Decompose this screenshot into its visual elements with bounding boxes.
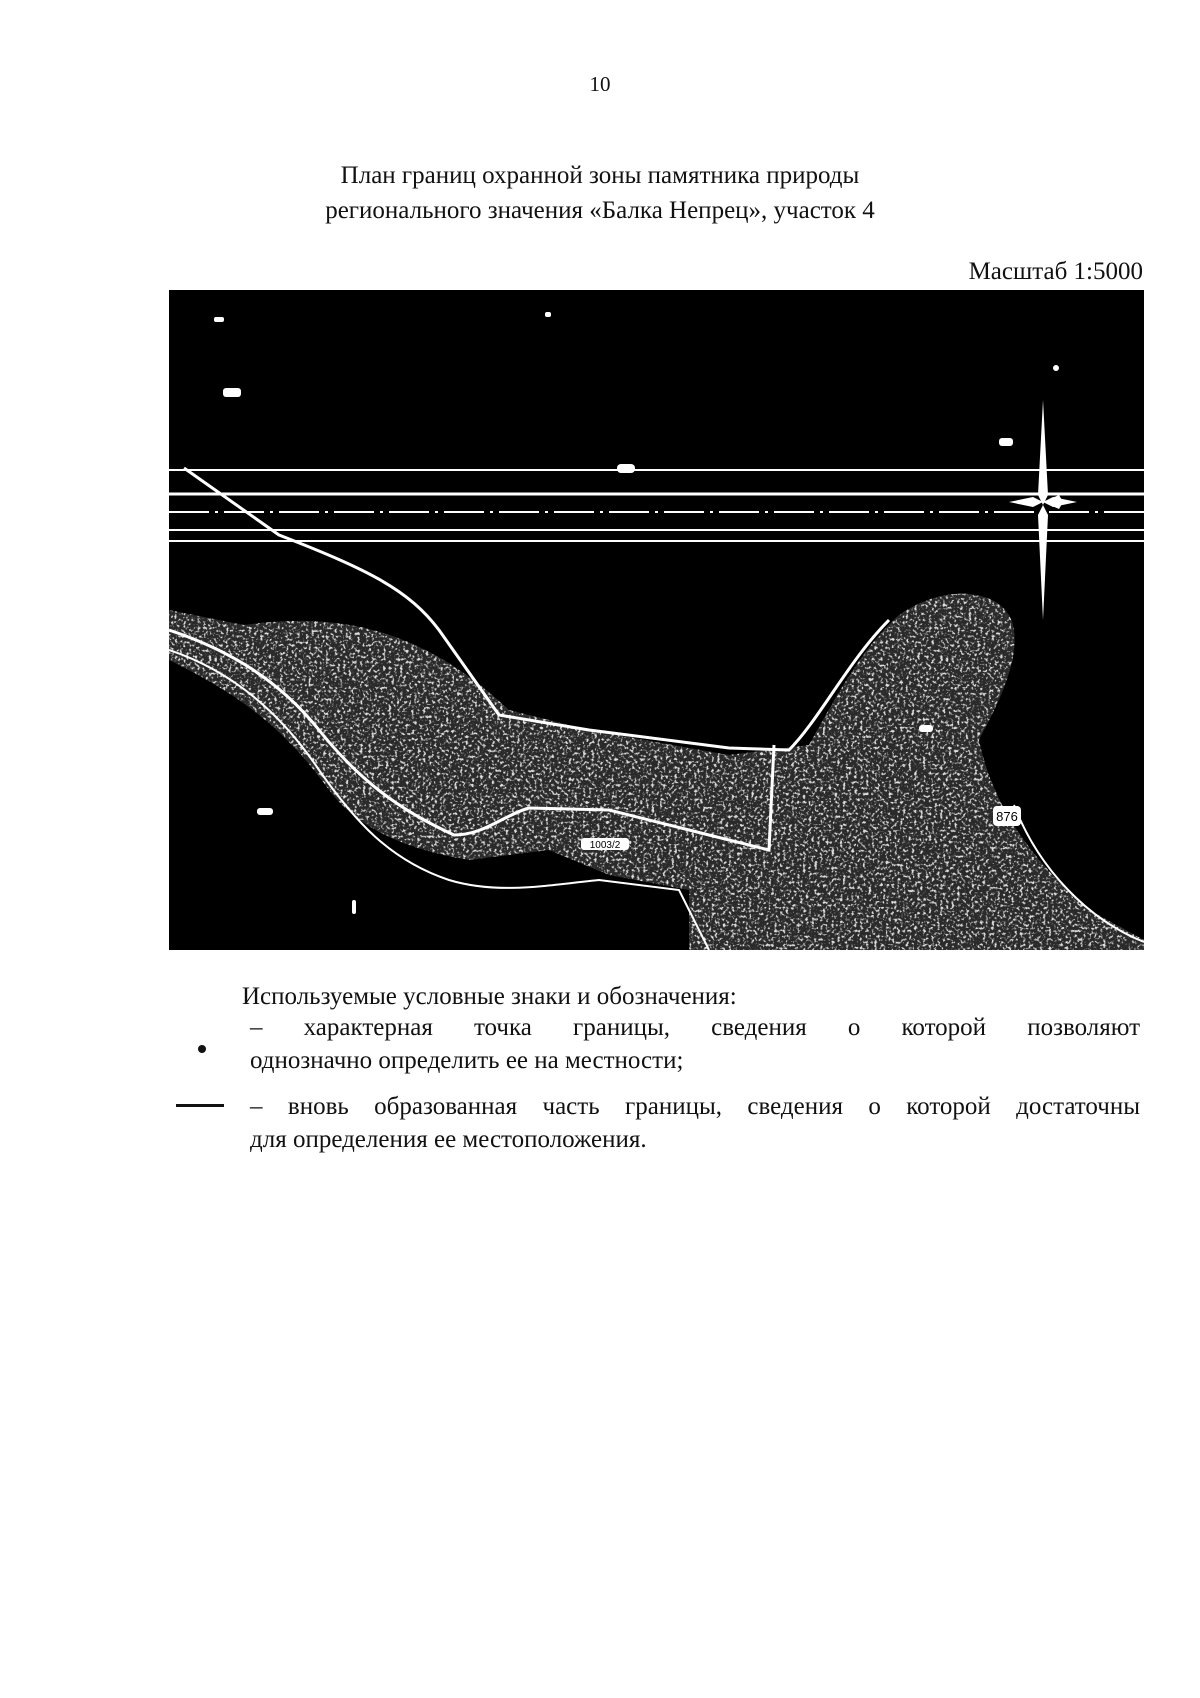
ravine-area xyxy=(169,590,1144,950)
legend-item-boundary xyxy=(250,1090,1140,1156)
page-title xyxy=(0,158,1200,228)
legend-item-boundary-line-2: для определения ее местоположения. xyxy=(250,1126,647,1153)
road-lines xyxy=(169,470,1144,541)
legend-title: Используемые условные знаки и обозначения: xyxy=(242,983,737,1010)
road-number: 876 xyxy=(996,809,1018,824)
legend-item-point-line-2: однозначно определить ее на местности; xyxy=(250,1047,684,1074)
north-arrow-icon xyxy=(1009,400,1077,620)
map-canvas xyxy=(169,290,1144,950)
boundary-line-icon xyxy=(176,1104,224,1107)
parcel-label xyxy=(581,838,629,851)
legend-item-point-line-1: – характерная точка границы, сведения о которой позволяют xyxy=(250,1014,1140,1041)
legend-item-point xyxy=(250,1011,1140,1077)
road-number-badge xyxy=(993,806,1021,826)
page-number: 10 xyxy=(589,72,611,96)
map-image xyxy=(169,290,1144,950)
legend-item-boundary-line-1: – вновь образованная часть границы, сведения о которой достаточны xyxy=(250,1093,1140,1120)
scale-label: Масштаб 1:5000 xyxy=(968,258,1143,285)
page-title-line-2: регионального значения «Балка Непрец», участок 4 xyxy=(325,197,875,224)
page-title-line-1: План границ охранной зоны памятника природы xyxy=(340,162,860,189)
parcel-number: 1003/2 xyxy=(589,840,621,851)
characteristic-point-icon xyxy=(198,1045,206,1053)
